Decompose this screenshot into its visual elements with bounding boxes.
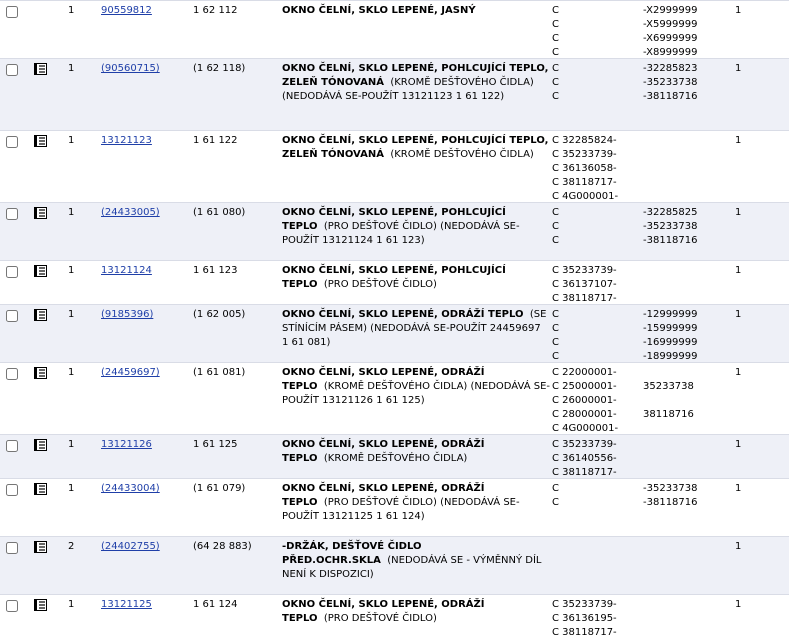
parts-list-icon[interactable]	[33, 366, 49, 380]
serial-range	[643, 4, 698, 60]
vin-range-line: C 36137107-	[552, 279, 617, 290]
vin-ranges	[552, 264, 617, 306]
quantity: 1	[68, 265, 75, 276]
part-note: (KROMĚ DEŠŤOVÉHO ČIDLA)	[323, 453, 468, 464]
vin-range-line: C	[552, 337, 559, 348]
part-name: OKNO ČELNÍ, SKLO LEPENÉ, ODRÁŽÍ TEPLO	[282, 309, 524, 320]
vin-range-line: C 36136195-	[552, 613, 617, 624]
part-description	[282, 540, 550, 582]
catalog-number-link[interactable]: 13121123	[101, 135, 152, 146]
vin-range-line: C 35233739-	[552, 149, 617, 160]
catalog-number-link[interactable]: 13121124	[101, 265, 152, 276]
vin-range-line: C	[552, 77, 559, 88]
vin-range-line: C	[552, 309, 559, 320]
serial-range-line: 38118716	[643, 409, 694, 420]
quantity: 1	[68, 599, 75, 610]
vin-range-line: C 35233739-	[552, 265, 617, 276]
part-number: (1 62 005)	[193, 309, 246, 320]
vin-range-line: C	[552, 207, 559, 218]
catalog-number-link[interactable]: (24459697)	[101, 367, 160, 378]
count: 1	[735, 63, 742, 74]
part-number: 1 61 125	[193, 439, 238, 450]
vin-ranges	[552, 62, 559, 104]
serial-range-line: -X6999999	[643, 33, 698, 44]
quantity: 1	[68, 483, 75, 494]
part-note: (SE STÍNÍCÍM PÁSEM) (NEDODÁVÁ SE-POUŽÍT 24459697 1 61 081)	[282, 309, 547, 348]
vin-ranges	[552, 366, 618, 436]
quantity: 1	[68, 63, 75, 74]
count: 1	[735, 483, 742, 494]
parts-list-icon[interactable]	[33, 206, 49, 220]
count: 1	[735, 541, 742, 552]
count: 1	[735, 599, 742, 610]
serial-range-line: -38118716	[643, 497, 698, 508]
parts-list-icon[interactable]	[33, 598, 49, 612]
part-note: (KROMĚ DEŠŤOVÉHO ČIDLA) (NEDODÁVÁ SE-POUŽÍT 13121126 1 61 125)	[282, 381, 551, 406]
part-description	[282, 598, 550, 626]
serial-range-line: 35233738	[643, 381, 694, 392]
count: 1	[735, 265, 742, 276]
table-row	[0, 130, 789, 202]
vin-range-line: C 32285824-	[552, 135, 617, 146]
quantity: 2	[68, 541, 75, 552]
part-number: (1 61 080)	[193, 207, 246, 218]
part-note: (NEDODÁVÁ SE - VÝMĚNNÝ DÍL NENÍ K DISPOZICI)	[282, 555, 542, 580]
vin-range-line: C 36136058-	[552, 163, 617, 174]
serial-range-line: -35233738	[643, 483, 698, 494]
vin-range-line: C	[552, 63, 559, 74]
serial-range-line: -18999999	[643, 351, 698, 362]
catalog-number-link[interactable]: (24402755)	[101, 541, 160, 552]
row-checkbox[interactable]	[6, 600, 18, 612]
catalog-number-link[interactable]: 13121126	[101, 439, 152, 450]
count: 1	[735, 309, 742, 320]
part-name: OKNO ČELNÍ, SKLO LEPENÉ, ODRÁŽÍ TEPLO	[282, 367, 485, 392]
vin-range-line: C 26000001-	[552, 395, 617, 406]
vin-range-line: C	[552, 323, 559, 334]
serial-range-line: -35233738	[643, 77, 698, 88]
parts-list-icon[interactable]	[33, 308, 49, 322]
count: 1	[735, 5, 742, 16]
table-row	[0, 304, 789, 362]
serial-range-line: -32285825	[643, 207, 698, 218]
serial-range-line: -12999999	[643, 309, 698, 320]
part-name: OKNO ČELNÍ, SKLO LEPENÉ, JASNÝ	[282, 5, 476, 16]
part-number: (1 61 079)	[193, 483, 246, 494]
vin-range-line: C	[552, 91, 559, 102]
serial-range-line: -35233738	[643, 221, 698, 232]
row-checkbox[interactable]	[6, 484, 18, 496]
vin-range-line: C 28000001-	[552, 409, 617, 420]
part-name: OKNO ČELNÍ, SKLO LEPENÉ, POHLCUJÍCÍ TEPLO	[282, 265, 506, 290]
serial-range	[643, 482, 698, 510]
vin-ranges	[552, 206, 559, 248]
catalog-number-link[interactable]: (24433004)	[101, 483, 160, 494]
vin-range-line: C	[552, 483, 559, 494]
table-row	[0, 260, 789, 304]
vin-range-line: C	[552, 19, 559, 30]
serial-range-line: -X8999999	[643, 47, 698, 58]
catalog-number-link[interactable]: (9185396)	[101, 309, 154, 320]
quantity: 1	[68, 367, 75, 378]
vin-range-line: C 25000001-	[552, 381, 617, 392]
count: 1	[735, 135, 742, 146]
part-name: OKNO ČELNÍ, SKLO LEPENÉ, ODRÁŽÍ TEPLO	[282, 483, 485, 508]
row-checkbox[interactable]	[6, 542, 18, 554]
parts-list-icon[interactable]	[33, 62, 49, 76]
row-checkbox[interactable]	[6, 368, 18, 380]
part-number: 1 62 112	[193, 5, 238, 16]
part-description	[282, 62, 550, 104]
catalog-number-link[interactable]: 90559812	[101, 5, 152, 16]
vin-range-line: C 35233739-	[552, 599, 617, 610]
table-row	[0, 362, 789, 434]
row-checkbox[interactable]	[6, 266, 18, 278]
serial-range	[643, 308, 698, 364]
vin-range-line: C 22000001-	[552, 367, 617, 378]
quantity: 1	[68, 309, 75, 320]
parts-list-icon[interactable]	[33, 540, 49, 554]
quantity: 1	[68, 5, 75, 16]
part-number: 1 61 124	[193, 599, 238, 610]
vin-range-line: C	[552, 351, 559, 362]
count: 1	[735, 439, 742, 450]
part-name: OKNO ČELNÍ, SKLO LEPENÉ, POHLCUJÍCÍ TEPLO	[282, 207, 506, 232]
row-checkbox[interactable]	[6, 6, 18, 18]
serial-range	[643, 206, 698, 248]
vin-range-line: C	[552, 221, 559, 232]
part-description	[282, 482, 550, 524]
count: 1	[735, 367, 742, 378]
part-name: OKNO ČELNÍ, SKLO LEPENÉ, POHLCUJÍCÍ TEPLO, ZELEŇ TÓNOVANÁ	[282, 63, 549, 88]
row-checkbox[interactable]	[6, 64, 18, 76]
serial-range-line: -32285823	[643, 63, 698, 74]
catalog-number-link[interactable]: 13121125	[101, 599, 152, 610]
vin-range-line: C 35233739-	[552, 439, 617, 450]
serial-range-line: -15999999	[643, 323, 698, 334]
row-checkbox[interactable]	[6, 208, 18, 220]
vin-range-line: C	[552, 497, 559, 508]
vin-range-line: C	[552, 235, 559, 246]
vin-range-line: C 38118717-	[552, 467, 617, 478]
part-description	[282, 264, 550, 292]
vin-ranges	[552, 4, 559, 60]
part-description	[282, 366, 550, 408]
table-row	[0, 202, 789, 260]
part-description	[282, 438, 550, 466]
vin-ranges	[552, 308, 559, 364]
quantity: 1	[68, 135, 75, 146]
parts-list-icon[interactable]	[33, 264, 49, 278]
catalog-number-link[interactable]: (90560715)	[101, 63, 160, 74]
serial-range-line: -16999999	[643, 337, 698, 348]
table-row	[0, 594, 789, 644]
row-checkbox[interactable]	[6, 310, 18, 322]
serial-range-line: -38118716	[643, 91, 698, 102]
vin-ranges	[552, 598, 617, 640]
vin-range-line: C 38118717-	[552, 177, 617, 188]
vin-ranges	[552, 134, 618, 204]
vin-range-line: C 4G000001-	[552, 191, 619, 202]
part-name: OKNO ČELNÍ, SKLO LEPENÉ, ODRÁŽÍ TEPLO	[282, 439, 485, 464]
part-description	[282, 308, 550, 350]
table-row	[0, 536, 789, 594]
part-description	[282, 134, 550, 162]
catalog-number-link[interactable]: (24433005)	[101, 207, 160, 218]
part-number: 1 61 123	[193, 265, 238, 276]
vin-range-line: C 36140556-	[552, 453, 617, 464]
serial-range-line: -38118716	[643, 235, 698, 246]
parts-list-icon[interactable]	[33, 134, 49, 148]
count: 1	[735, 207, 742, 218]
serial-range	[643, 380, 694, 422]
part-note: (PRO DEŠŤOVÉ ČIDLO)	[323, 613, 437, 624]
part-note: (KROMĚ DEŠŤOVÉHO ČIDLA)	[390, 149, 534, 160]
quantity: 1	[68, 439, 75, 450]
serial-range-line: -X5999999	[643, 19, 698, 30]
serial-range-line: -X2999999	[643, 5, 698, 16]
part-name: OKNO ČELNÍ, SKLO LEPENÉ, POHLCUJÍCÍ TEPLO, ZELEŇ TÓNOVANÁ	[282, 135, 549, 160]
part-name: OKNO ČELNÍ, SKLO LEPENÉ, ODRÁŽÍ TEPLO	[282, 599, 485, 624]
vin-range-line: C 4G000001-	[552, 423, 619, 434]
part-note: (PRO DEŠŤOVÉ ČIDLO) (NEDODÁVÁ SE-POUŽÍT 13121124 1 61 123)	[282, 221, 520, 246]
vin-range-line: C	[552, 47, 559, 58]
table-row	[0, 58, 789, 130]
vin-range-line: C 38118717-	[552, 293, 617, 304]
vin-ranges	[552, 438, 617, 480]
table-row	[0, 0, 789, 58]
part-note: (PRO DEŠŤOVÉ ČIDLO)	[323, 279, 437, 290]
table-row	[0, 434, 789, 478]
table-row	[0, 478, 789, 536]
part-number: 1 61 122	[193, 135, 238, 146]
vin-ranges	[552, 482, 559, 510]
part-name: -DRŽÁK, DEŠŤOVÉ ČIDLO PŘED.OCHR.SKLA	[282, 541, 422, 566]
parts-list-icon[interactable]	[33, 482, 49, 496]
parts-list-icon[interactable]	[33, 438, 49, 452]
part-note: (KROMĚ DEŠŤOVÉHO ČIDLA) (NEDODÁVÁ SE-POUŽÍT 13121123 1 61 122)	[282, 77, 534, 102]
vin-range-line: C 38118717-	[552, 627, 617, 638]
part-description	[282, 206, 550, 248]
part-note: (PRO DEŠŤOVÉ ČIDLO) (NEDODÁVÁ SE-POUŽÍT 13121125 1 61 124)	[282, 497, 520, 522]
row-checkbox[interactable]	[6, 440, 18, 452]
vin-range-line: C	[552, 33, 559, 44]
quantity: 1	[68, 207, 75, 218]
part-number: (1 62 118)	[193, 63, 246, 74]
part-description	[282, 4, 550, 18]
vin-range-line: C	[552, 5, 559, 16]
serial-range	[643, 62, 698, 104]
part-number: (64 28 883)	[193, 541, 252, 552]
part-number: (1 61 081)	[193, 367, 246, 378]
row-checkbox[interactable]	[6, 136, 18, 148]
